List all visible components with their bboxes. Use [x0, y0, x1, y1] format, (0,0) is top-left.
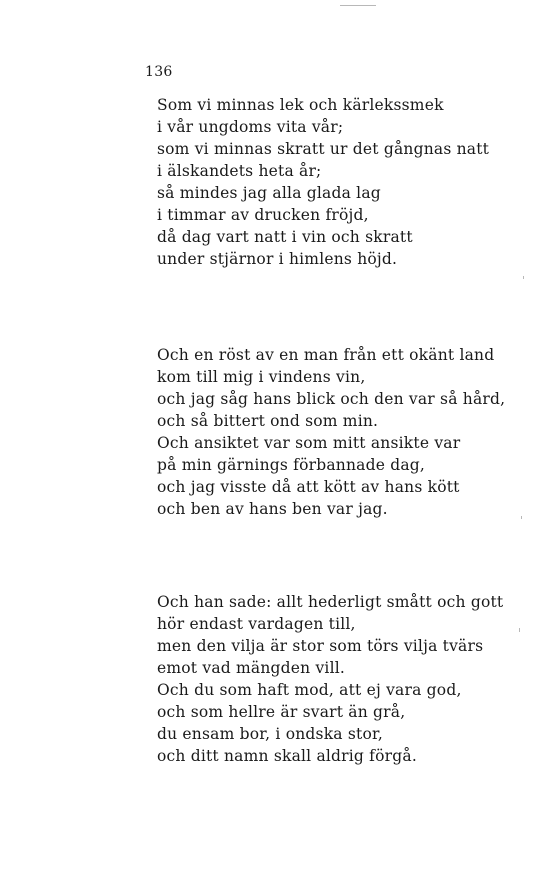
poem-line: då dag vart natt i vin och skratt	[157, 228, 413, 246]
poem-line: och som hellre är svart än grå,	[157, 703, 406, 721]
poem-line: i älskandets heta år;	[157, 162, 322, 180]
poem-line: kom till mig i vindens vin,	[157, 368, 366, 386]
scan-speck	[521, 516, 522, 519]
poem-line: och ben av hans ben var jag.	[157, 500, 388, 518]
stanza-3	[157, 591, 503, 767]
poem-line: och jag visste då att kött av hans kött	[157, 478, 460, 496]
poem-line: men den vilja är stor som törs vilja tvärs	[157, 637, 484, 655]
stanza-2	[157, 344, 505, 520]
poem-line: så mindes jag alla glada lag	[157, 184, 381, 202]
poem-line: och så bittert ond som min.	[157, 412, 379, 430]
poem-line: och ditt namn skall aldrig förgå.	[157, 747, 417, 765]
poem-line: Och du som haft mod, att ej vara god,	[157, 681, 462, 699]
poem-line: Och en röst av en man från ett okänt land	[157, 346, 495, 364]
poem-line: du ensam bor, i ondska stor,	[157, 725, 384, 743]
poem-line: Och ansiktet var som mitt ansikte var	[157, 434, 461, 452]
scan-speck	[340, 5, 376, 6]
poem-line: på min gärnings förbannade dag,	[157, 456, 426, 474]
poem-line: hör endast vardagen till,	[157, 615, 356, 633]
poem-line: och jag såg hans blick och den var så hård,	[157, 390, 506, 408]
stanza-1	[157, 94, 489, 270]
poem-line: under stjärnor i himlens höjd.	[157, 250, 398, 268]
poem-line: i timmar av drucken fröjd,	[157, 206, 369, 224]
poem-line: Och han sade: allt hederligt smått och gott	[157, 593, 504, 611]
poem-line: emot vad mängden vill.	[157, 659, 346, 677]
poem-line: i vår ungdoms vita vår;	[157, 118, 344, 136]
scan-speck	[519, 628, 520, 632]
poem-line: som vi minnas skratt ur det gångnas natt	[157, 140, 490, 158]
poem-line: Som vi minnas lek och kärlekssmek	[157, 96, 444, 114]
page-number: 136	[145, 64, 173, 80]
scan-speck	[523, 276, 524, 279]
